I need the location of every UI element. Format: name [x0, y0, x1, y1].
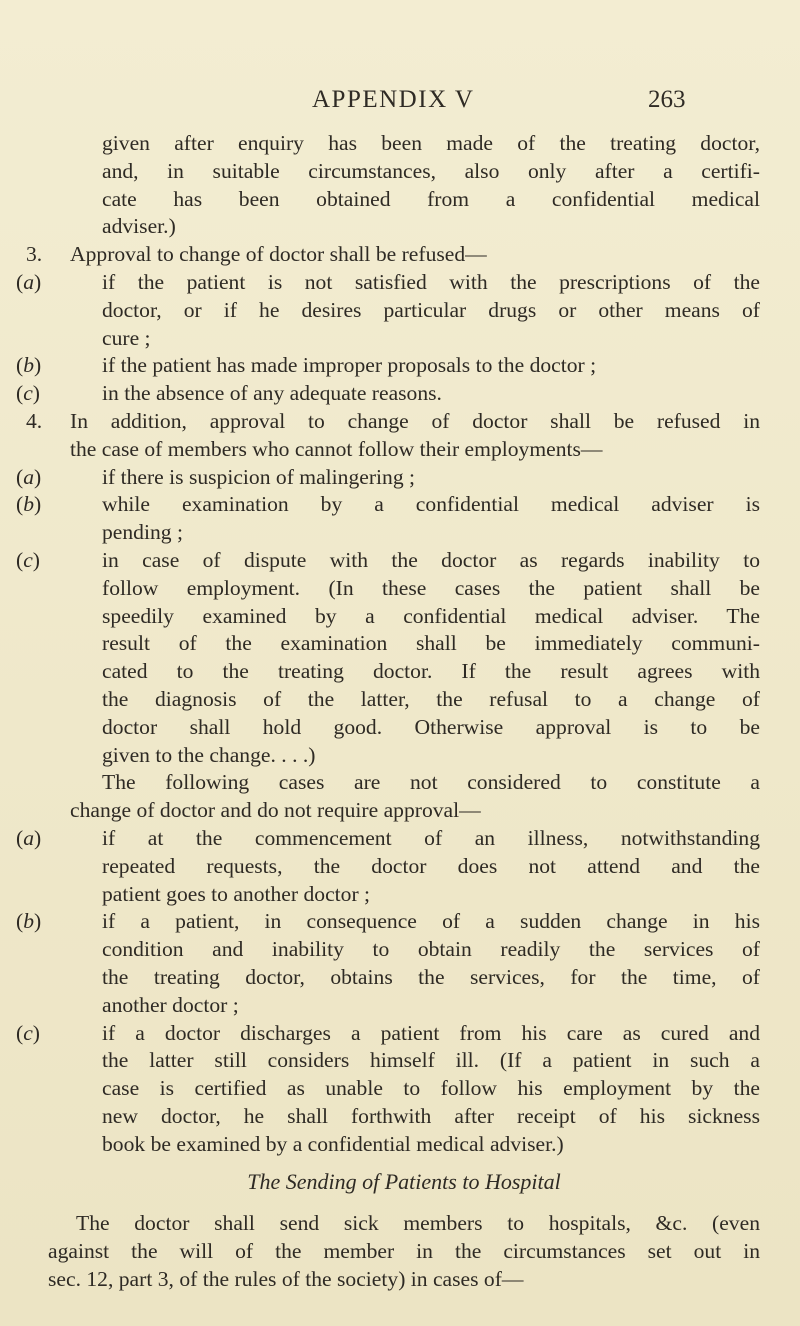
item-text: Approval to change of doctor shall be refused—	[70, 242, 487, 267]
page-number: 263	[648, 86, 686, 113]
sub-item-b: (b) if the patient has made improper proposals to the doctor ;	[48, 352, 760, 380]
item-line: the case of members who cannot follow their employments—	[70, 436, 603, 461]
sub-item-letter: (b)	[16, 492, 42, 517]
sub-item-line: cure ;	[102, 325, 151, 350]
page-body	[16, 130, 760, 1294]
sub-item-b: (b) while examination by a confidential medical adviser is	[48, 491, 760, 519]
paragraph-line: sec. 12, part 3, of the rules of the society) in cases of—	[48, 1266, 524, 1291]
sub-item-letter: (a)	[16, 825, 42, 850]
sub-item-c: (c) if a doctor discharges a patient from his care as cured and	[48, 1020, 760, 1048]
sub-item-line: condition and inability to obtain readily the services of	[102, 937, 760, 962]
sub-item-line: another doctor ;	[102, 992, 239, 1017]
sub-item-a: (a) if there is suspicion of malingering ;	[48, 464, 760, 492]
sub-item-letter: (b)	[16, 909, 42, 934]
paragraph-line: change of doctor and do not require approval—	[70, 798, 481, 823]
section-heading: The Sending of Patients to Hospital	[247, 1169, 561, 1195]
numbered-item-4: 4. In addition, approval to change of doctor shall be refused in	[48, 408, 760, 436]
paragraph-line: against the will of the member in the circumstances set out in	[48, 1239, 760, 1264]
sub-item-line: pending ;	[102, 520, 183, 545]
sub-item-letter: (b)	[16, 353, 42, 378]
intro-line: cate has been obtained from a confidential medical	[102, 186, 760, 211]
sub-item-line: result of the examination shall be immediately communi-	[102, 631, 760, 656]
paragraph-line: The doctor shall send sick members to hospitals, &c. (even	[76, 1211, 760, 1236]
sub-item-line: new doctor, he shall forthwith after receipt of his sickness	[102, 1103, 760, 1128]
sub-item-line: the treating doctor, obtains the services, for the time, of	[102, 964, 760, 989]
paragraph-line: The following cases are not considered to constitute a	[102, 770, 760, 795]
sub-item-b: (b) if a patient, in consequence of a sudden change in his	[48, 908, 760, 936]
sub-item-a: (a) if at the commencement of an illness, notwithstanding	[48, 825, 760, 853]
sub-item-line: doctor shall hold good. Otherwise approval is to be	[102, 714, 760, 739]
sub-item-line: repeated requests, the doctor does not attend and the	[102, 853, 760, 878]
sub-item-line: patient goes to another doctor ;	[102, 881, 371, 906]
item-number: 3.	[26, 242, 43, 267]
intro-line: adviser.)	[102, 214, 176, 239]
sub-item-line: doctor, or if he desires particular drugs or other means of	[102, 297, 760, 322]
intro-line: and, in suitable circumstances, also only after a certifi-	[102, 158, 760, 183]
sub-item-line: follow employment. (In these cases the patient shall be	[102, 575, 760, 600]
page-header	[0, 86, 800, 118]
running-head: APPENDIX V	[312, 86, 475, 113]
sub-item-letter: (c)	[16, 1020, 40, 1045]
sub-item-letter: (c)	[16, 547, 40, 572]
sub-item-line: case is certified as unable to follow his employment by the	[102, 1076, 760, 1101]
sub-item-line: given to the change. . . .)	[102, 742, 316, 767]
sub-item-c: (c) in case of dispute with the doctor as regards inability to	[48, 547, 760, 575]
numbered-item-3	[26, 241, 760, 269]
sub-item-c: (c) in the absence of any adequate reasons.	[48, 380, 760, 408]
sub-item-line: the diagnosis of the latter, the refusal to a change of	[102, 686, 760, 711]
intro-line: given after enquiry has been made of the treating doctor,	[102, 131, 760, 155]
sub-item-line: the latter still considers himself ill. (If a patient in such a	[102, 1048, 760, 1073]
sub-item-letter: (a)	[16, 269, 42, 294]
sub-item-letter: (c)	[16, 381, 40, 406]
item-number: 4.	[26, 408, 43, 433]
sub-item-line: cated to the treating doctor. If the result agrees with	[102, 659, 760, 684]
sub-item-letter: (a)	[16, 464, 42, 489]
sub-item-a: (a) if the patient is not satisfied with the prescriptions of the	[48, 269, 760, 297]
sub-item-line: speedily examined by a confidential medical adviser. The	[102, 603, 760, 628]
sub-item-line: book be examined by a confidential medical adviser.)	[102, 1131, 564, 1156]
